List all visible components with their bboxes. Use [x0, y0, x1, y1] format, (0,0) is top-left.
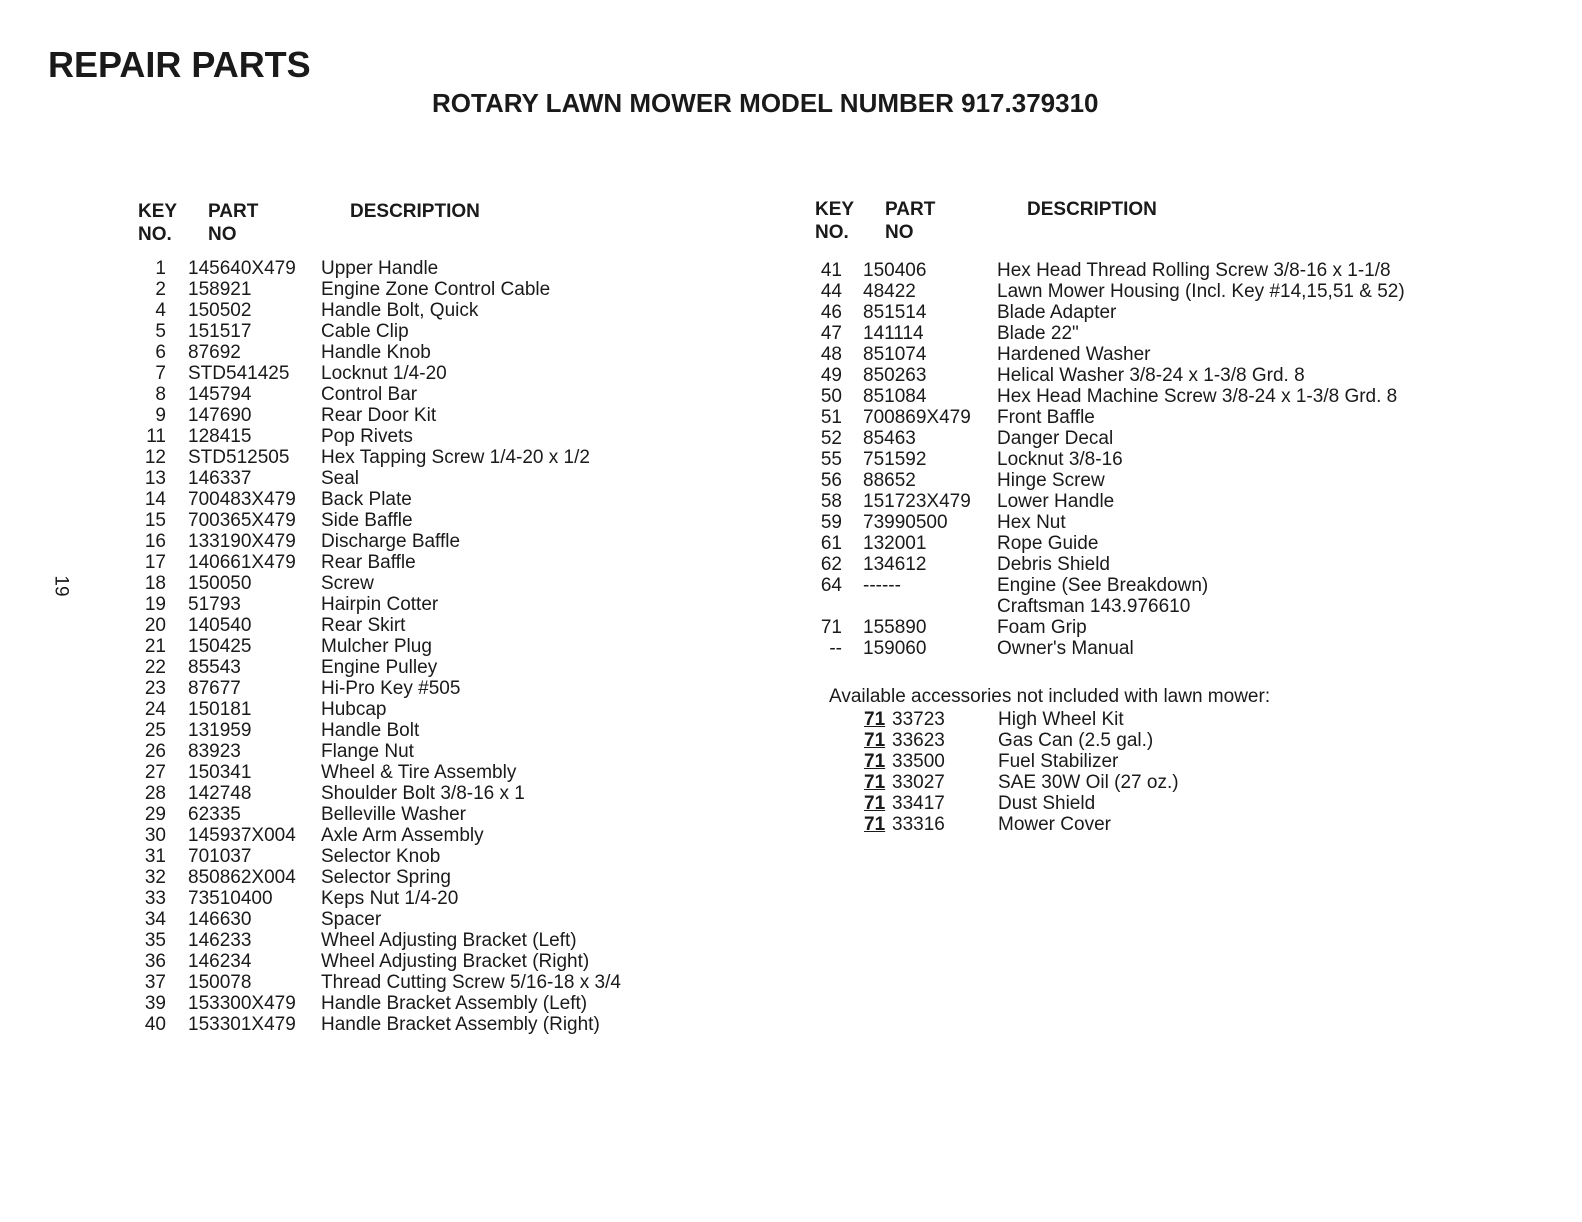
parts-row [800, 638, 1500, 659]
parts-row [130, 720, 690, 741]
key-number: 14 [144, 489, 166, 510]
key-number: 7 [155, 363, 166, 384]
part-description: Discharge Baffle [321, 531, 461, 552]
part-number: 134612 [863, 554, 927, 575]
part-description: Handle Bracket Assembly (Left) [321, 993, 588, 1014]
page-number: 19 [50, 575, 72, 597]
part-description: Wheel & Tire Assembly [321, 762, 517, 783]
parts-row [130, 384, 690, 405]
key-number: 46 [820, 302, 842, 323]
part-description: Shoulder Bolt 3/8-16 x 1 [321, 783, 525, 804]
left-parts-list [130, 258, 690, 1035]
key-header-line1: KEY [138, 201, 178, 222]
part-header-line1: PART [208, 201, 259, 222]
key-number: 50 [820, 386, 842, 407]
part-number: 48422 [863, 281, 916, 302]
part-number: 128415 [188, 426, 252, 447]
right-parts-list [800, 260, 1500, 659]
key-number: 18 [144, 573, 166, 594]
parts-row [130, 699, 690, 720]
part-number: 88652 [863, 470, 916, 491]
parts-row [800, 428, 1500, 449]
key-number: 17 [144, 552, 166, 573]
part-number: 850862X004 [188, 867, 296, 888]
part-description: Keps Nut 1/4-20 [321, 888, 459, 909]
part-number: 150078 [188, 972, 252, 993]
part-number: 73990500 [863, 512, 948, 533]
part-description: Hex Nut [997, 512, 1066, 533]
parts-row [130, 531, 690, 552]
parts-row [800, 323, 1500, 344]
part-number: 62335 [188, 804, 241, 825]
key-number: 27 [144, 762, 166, 783]
parts-row [130, 321, 690, 342]
parts-row [130, 951, 690, 972]
key-number: 49 [820, 365, 842, 386]
parts-row [800, 449, 1500, 470]
part-number: 150425 [188, 636, 252, 657]
part-number: 153301X479 [188, 1014, 296, 1035]
parts-row [130, 594, 690, 615]
key-number: 33 [144, 888, 166, 909]
parts-row [800, 491, 1500, 512]
parts-row [130, 1014, 690, 1035]
parts-row [130, 783, 690, 804]
accessory-part-number: 33417 [892, 793, 945, 814]
part-number: 146234 [188, 951, 252, 972]
part-number: 87692 [188, 342, 241, 363]
part-description: Lawn Mower Housing (Incl. Key #14,15,51 & 52) [997, 281, 1405, 302]
part-number: 700483X479 [188, 489, 296, 510]
accessory-description: SAE 30W Oil (27 oz.) [998, 772, 1179, 793]
key-number: 55 [820, 449, 842, 470]
key-number: 8 [155, 384, 166, 405]
accessory-part-number: 33500 [892, 751, 945, 772]
key-number: 12 [144, 447, 166, 468]
part-description: Handle Bracket Assembly (Right) [321, 1014, 600, 1035]
parts-row [130, 909, 690, 930]
part-description: Cable Clip [321, 321, 409, 342]
key-number: 5 [155, 321, 166, 342]
part-description: Hi-Pro Key #505 [321, 678, 461, 699]
part-description: Selector Spring [321, 867, 451, 888]
accessory-prefix: 71 [864, 772, 886, 793]
part-description: Handle Knob [321, 342, 431, 363]
key-number: 21 [144, 636, 166, 657]
part-description: Thread Cutting Screw 5/16-18 x 3/4 [321, 972, 621, 993]
part-number: 151517 [188, 321, 252, 342]
part-description: Hex Head Thread Rolling Screw 3/8-16 x 1-1/8 [997, 260, 1391, 281]
part-number: 131959 [188, 720, 252, 741]
part-number: 150406 [863, 260, 927, 281]
accessory-prefix: 71 [864, 709, 886, 730]
parts-row [800, 302, 1500, 323]
key-number: 16 [144, 531, 166, 552]
part-description: Front Baffle [997, 407, 1095, 428]
accessory-part-number: 33316 [892, 814, 945, 835]
key-number: 30 [144, 825, 166, 846]
accessory-prefix: 71 [864, 814, 886, 835]
part-number: 150341 [188, 762, 252, 783]
part-number: 700365X479 [188, 510, 296, 531]
key-number: -- [829, 638, 842, 659]
parts-row [130, 258, 690, 279]
parts-row [130, 468, 690, 489]
key-number: 19 [144, 594, 166, 615]
parts-row [130, 279, 690, 300]
key-number: 15 [144, 510, 166, 531]
part-number: 146233 [188, 930, 252, 951]
part-number: 85543 [188, 657, 241, 678]
part-description: Handle Bolt, Quick [321, 300, 479, 321]
part-description: Control Bar [321, 384, 418, 405]
key-number: 22 [144, 657, 166, 678]
key-number: 26 [144, 741, 166, 762]
model-title: ROTARY LAWN MOWER MODEL NUMBER 917.379310 [432, 88, 1099, 118]
key-header-line1: KEY [815, 199, 855, 220]
part-number: 85463 [863, 428, 916, 449]
part-number: 851074 [863, 344, 927, 365]
part-number: 133190X479 [188, 531, 296, 552]
key-number: 58 [820, 491, 842, 512]
part-description: Mulcher Plug [321, 636, 432, 657]
key-number: 51 [820, 407, 842, 428]
part-description: Back Plate [321, 489, 412, 510]
key-number: 31 [144, 846, 166, 867]
key-number: 40 [144, 1014, 166, 1035]
parts-row [130, 930, 690, 951]
part-description: Pop Rivets [321, 426, 413, 447]
accessory-prefix: 71 [864, 751, 886, 772]
accessory-description: High Wheel Kit [998, 709, 1124, 730]
part-number: 146630 [188, 909, 252, 930]
part-number: 145640X479 [188, 258, 296, 279]
accessory-part-number: 33723 [892, 709, 945, 730]
key-number: 64 [820, 575, 842, 596]
accessory-description: Gas Can (2.5 gal.) [998, 730, 1154, 751]
key-number: 29 [144, 804, 166, 825]
part-number: STD541425 [188, 363, 290, 384]
right-key-header [815, 198, 854, 244]
parts-row [800, 512, 1500, 533]
accessory-prefix: 71 [864, 730, 886, 751]
key-header-line2: NO. [138, 224, 172, 245]
key-number: 62 [820, 554, 842, 575]
parts-row [130, 741, 690, 762]
key-number: 6 [155, 342, 166, 363]
parts-row [800, 260, 1500, 281]
key-number: 20 [144, 615, 166, 636]
part-description: Engine Zone Control Cable [321, 279, 551, 300]
part-number: 140540 [188, 615, 252, 636]
part-number: 73510400 [188, 888, 273, 909]
parts-row [130, 447, 690, 468]
parts-row [130, 972, 690, 993]
part-header-line1: PART [885, 199, 936, 220]
parts-row [800, 344, 1500, 365]
parts-row [130, 846, 690, 867]
part-description: Helical Washer 3/8-24 x 1-3/8 Grd. 8 [997, 365, 1305, 386]
parts-row [130, 573, 690, 594]
part-description: Hairpin Cotter [321, 594, 439, 615]
part-description: Screw [321, 573, 374, 594]
key-header-line2: NO. [815, 222, 849, 243]
key-number: 47 [820, 323, 842, 344]
key-number: 24 [144, 699, 166, 720]
accessory-part-number: 33623 [892, 730, 945, 751]
parts-row [800, 386, 1500, 407]
part-number: 140661X479 [188, 552, 296, 573]
key-number: 37 [144, 972, 166, 993]
part-description: Engine (See Breakdown) [997, 575, 1209, 596]
part-number: 150502 [188, 300, 252, 321]
part-description: Owner's Manual [997, 638, 1134, 659]
part-number: 145794 [188, 384, 252, 405]
key-number: 48 [820, 344, 842, 365]
part-description: Blade 22" [997, 323, 1079, 344]
parts-row [130, 657, 690, 678]
part-number: 851084 [863, 386, 927, 407]
parts-row [130, 426, 690, 447]
part-number: 151723X479 [863, 491, 971, 512]
part-description: Wheel Adjusting Bracket (Right) [321, 951, 590, 972]
parts-row [130, 342, 690, 363]
key-number: 41 [820, 260, 842, 281]
part-number: 51793 [188, 594, 241, 615]
key-number: 52 [820, 428, 842, 449]
part-description: Flange Nut [321, 741, 414, 762]
key-number: 28 [144, 783, 166, 804]
part-description: Axle Arm Assembly [321, 825, 484, 846]
right-part-header [885, 198, 935, 244]
part-description: Locknut 1/4-20 [321, 363, 447, 384]
part-number: 146337 [188, 468, 252, 489]
part-description: Locknut 3/8-16 [997, 449, 1123, 470]
parts-row [800, 617, 1500, 638]
part-description: Upper Handle [321, 258, 439, 279]
parts-row [130, 825, 690, 846]
accessory-part-number: 33027 [892, 772, 945, 793]
part-description: Selector Knob [321, 846, 441, 867]
parts-row [130, 636, 690, 657]
key-number: 32 [144, 867, 166, 888]
part-description: Debris Shield [997, 554, 1110, 575]
part-description: Lower Handle [997, 491, 1115, 512]
parts-row [800, 596, 1500, 617]
parts-row [130, 615, 690, 636]
parts-row [130, 993, 690, 1014]
part-header-line2: NO [208, 224, 237, 245]
key-number: 71 [820, 617, 842, 638]
part-number: 142748 [188, 783, 252, 804]
part-description: Handle Bolt [321, 720, 420, 741]
parts-row [130, 489, 690, 510]
parts-row [130, 762, 690, 783]
key-number: 23 [144, 678, 166, 699]
parts-row [800, 470, 1500, 491]
part-number: 159060 [863, 638, 927, 659]
part-header-line2: NO [885, 222, 914, 243]
parts-row [130, 867, 690, 888]
part-number: 132001 [863, 533, 927, 554]
part-number: 83923 [188, 741, 241, 762]
part-number: 147690 [188, 405, 252, 426]
accessory-description: Dust Shield [998, 793, 1096, 814]
part-description: Rear Door Kit [321, 405, 437, 426]
left-key-header [138, 200, 177, 246]
part-description: Engine Pulley [321, 657, 438, 678]
parts-row [800, 575, 1500, 596]
part-description: Hex Tapping Screw 1/4-20 x 1/2 [321, 447, 590, 468]
part-number: 141114 [863, 323, 924, 344]
parts-row [130, 804, 690, 825]
part-description: Craftsman 143.976610 [997, 596, 1191, 617]
parts-row [130, 510, 690, 531]
key-number: 39 [144, 993, 166, 1014]
parts-row [130, 363, 690, 384]
key-number: 2 [155, 279, 166, 300]
key-number: 1 [155, 258, 166, 279]
parts-row [130, 405, 690, 426]
part-description: Hinge Screw [997, 470, 1105, 491]
accessory-description: Fuel Stabilizer [998, 751, 1119, 772]
key-number: 9 [155, 405, 166, 426]
part-description: Hex Head Machine Screw 3/8-24 x 1-3/8 Grd. 8 [997, 386, 1398, 407]
accessory-description: Mower Cover [998, 814, 1111, 835]
part-description: Foam Grip [997, 617, 1087, 638]
key-number: 59 [820, 512, 842, 533]
parts-row [130, 888, 690, 909]
part-number: 155890 [863, 617, 927, 638]
accessory-prefix: 71 [864, 793, 886, 814]
part-description: Danger Decal [997, 428, 1114, 449]
part-description: Blade Adapter [997, 302, 1117, 323]
part-number: 701037 [188, 846, 252, 867]
part-number: 153300X479 [188, 993, 296, 1014]
right-description-header: DESCRIPTION [1027, 199, 1157, 220]
key-number: 25 [144, 720, 166, 741]
part-number: 850263 [863, 365, 927, 386]
key-number: 56 [820, 470, 842, 491]
parts-row [130, 678, 690, 699]
key-number: 61 [820, 533, 842, 554]
left-description-header: DESCRIPTION [350, 201, 480, 222]
accessories-note: Available accessories not included with lawn mower: [829, 686, 1271, 707]
part-number: 751592 [863, 449, 927, 470]
part-number: 87677 [188, 678, 241, 699]
part-number: 150181 [188, 699, 252, 720]
part-description: Hubcap [321, 699, 387, 720]
part-number: 145937X004 [188, 825, 296, 846]
page-title: REPAIR PARTS [48, 44, 311, 85]
parts-row [130, 300, 690, 321]
key-number: 13 [144, 468, 166, 489]
part-description: Hardened Washer [997, 344, 1151, 365]
key-number: 34 [144, 909, 166, 930]
parts-row [800, 533, 1500, 554]
part-description: Rope Guide [997, 533, 1099, 554]
key-number: 44 [820, 281, 842, 302]
part-description: Wheel Adjusting Bracket (Left) [321, 930, 577, 951]
key-number: 4 [155, 300, 166, 321]
part-description: Rear Baffle [321, 552, 416, 573]
part-description: Belleville Washer [321, 804, 467, 825]
part-number: 150050 [188, 573, 252, 594]
parts-row [800, 554, 1500, 575]
parts-row [130, 552, 690, 573]
key-number: 35 [144, 930, 166, 951]
parts-row [800, 281, 1500, 302]
part-description: Seal [321, 468, 360, 489]
part-number: ------ [863, 575, 901, 596]
parts-row [800, 365, 1500, 386]
part-number: 700869X479 [863, 407, 971, 428]
key-number: 11 [146, 426, 166, 447]
part-number: 851514 [863, 302, 927, 323]
left-part-header [208, 200, 258, 246]
part-number: STD512505 [188, 447, 290, 468]
part-description: Spacer [321, 909, 382, 930]
parts-row [800, 407, 1500, 428]
part-description: Rear Skirt [321, 615, 406, 636]
key-number: 36 [144, 951, 166, 972]
part-number: 158921 [188, 279, 252, 300]
part-description: Side Baffle [321, 510, 413, 531]
